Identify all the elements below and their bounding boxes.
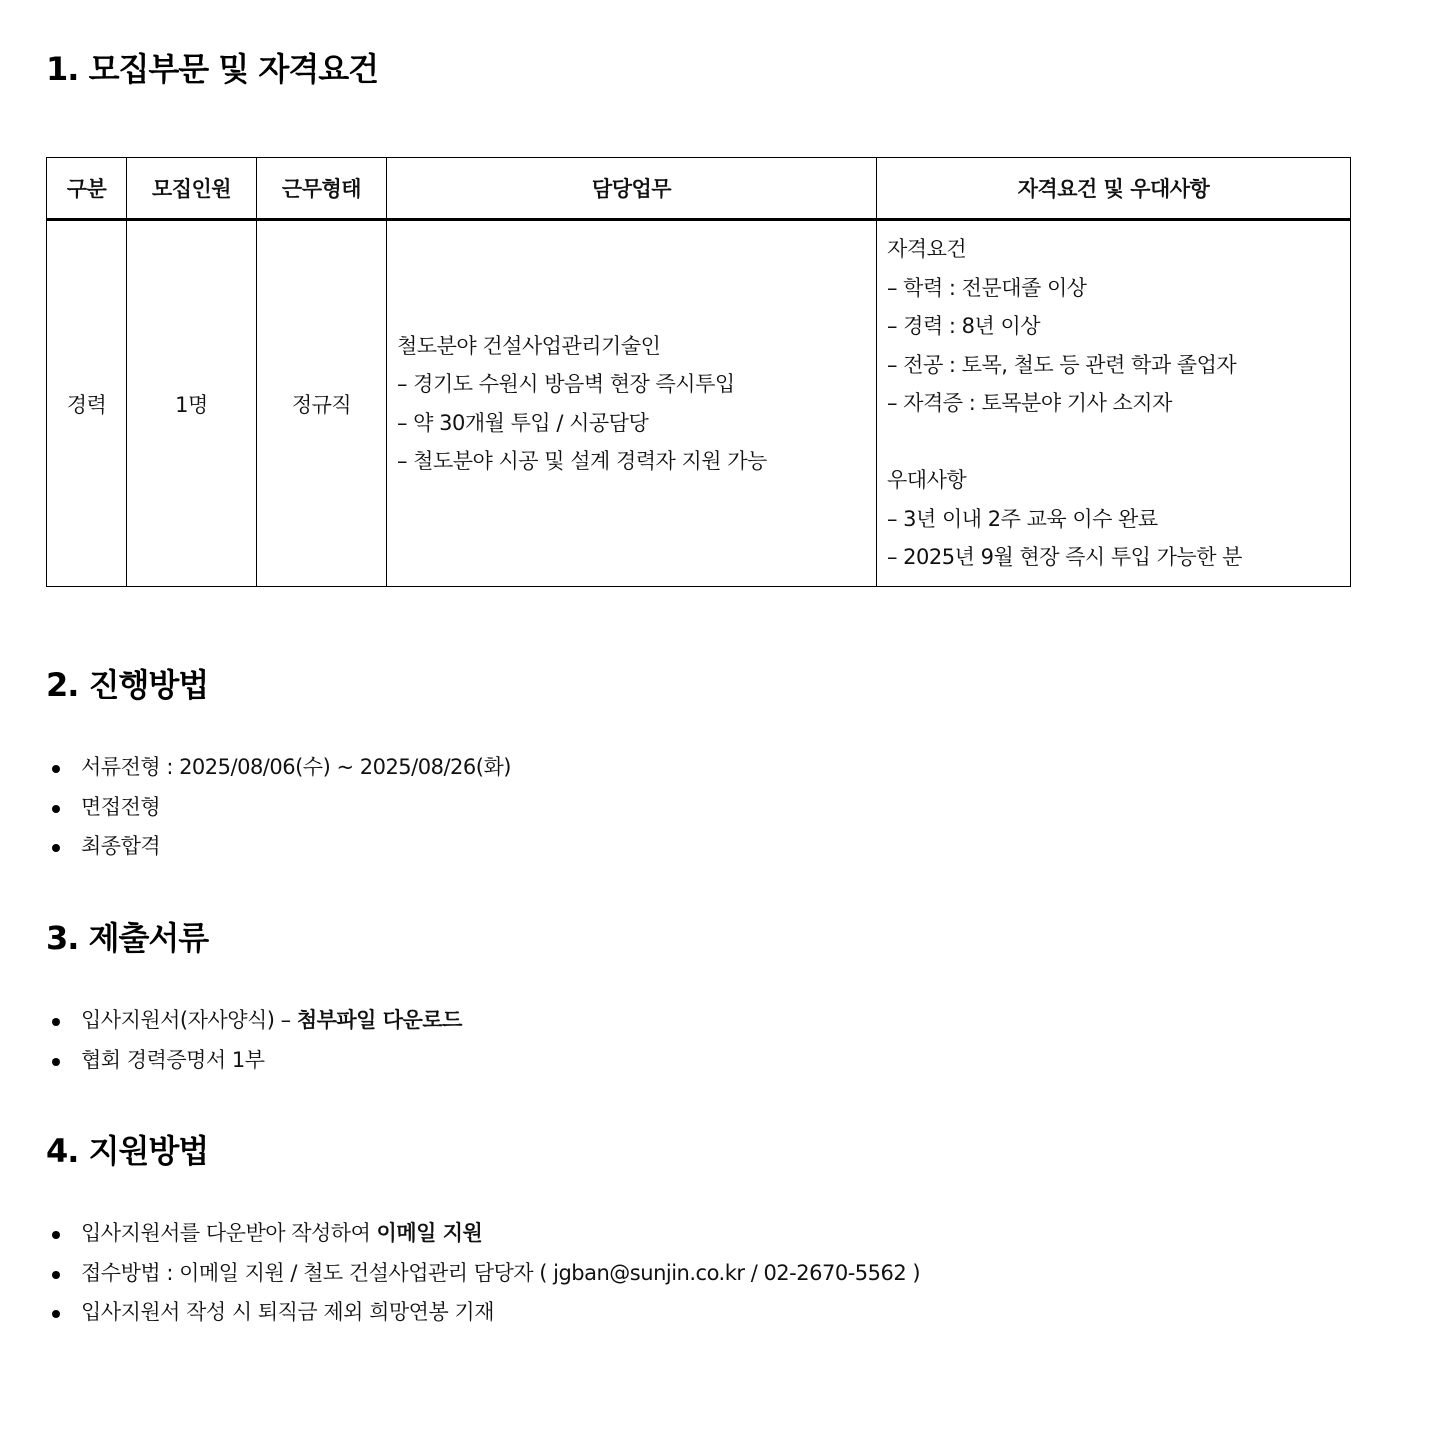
header-headcount: 모집인원 — [127, 158, 257, 220]
cell-qualifications — [877, 220, 1351, 587]
qualification-line: – 학력 : 전문대졸 이상 — [887, 275, 1087, 300]
table-row — [47, 220, 1351, 587]
list-item: 접수방법 : 이메일 지원 / 철도 건설사업관리 담당자 ( jgban@sunjin.co.kr / 02-2670-5562 ) — [46, 1254, 920, 1294]
header-duties: 담당업무 — [387, 158, 877, 220]
list-item-text: 입사지원서(자사양식) – — [81, 1008, 297, 1032]
cell-headcount: 1명 — [127, 220, 257, 587]
table-header-row — [47, 158, 1351, 220]
cell-employment-type: 정규직 — [257, 220, 387, 587]
cell-category: 경력 — [47, 220, 127, 587]
recruitment-table — [46, 157, 1351, 587]
duty-line: 철도분야 건설사업관리기술인 — [397, 333, 661, 358]
preference-line: – 2025년 9월 현장 즉시 투입 가능한 분 — [887, 545, 1242, 570]
list-item: 입사지원서 작성 시 퇴직금 제외 희망연봉 기재 — [46, 1293, 920, 1333]
list-item: 최종합격 — [46, 827, 511, 867]
list-item-text: 입사지원서를 다운받아 작성하여 — [81, 1221, 377, 1245]
cell-duties — [387, 220, 877, 587]
qualification-line: – 경력 : 8년 이상 — [887, 314, 1041, 339]
qualifications-title: 자격요건 — [887, 237, 967, 262]
attachment-download-link[interactable]: 첨부파일 다운로드 — [296, 1008, 462, 1032]
header-category: 구분 — [47, 158, 127, 220]
list-item — [46, 1001, 462, 1041]
section-title-documents: 3. 제출서류 — [46, 919, 209, 957]
process-list — [46, 748, 511, 867]
list-item: 서류전형 : 2025/08/06(수) ~ 2025/08/26(화) — [46, 748, 511, 788]
qualification-line: – 전공 : 토목, 철도 등 관련 학과 졸업자 — [887, 352, 1237, 377]
email-apply-emphasis: 이메일 지원 — [376, 1221, 483, 1245]
documents-list — [46, 1001, 462, 1080]
section-title-apply: 4. 지원방법 — [46, 1132, 209, 1170]
header-employment-type: 근무형태 — [257, 158, 387, 220]
duty-line: – 경기도 수원시 방음벽 현장 즉시투입 — [397, 372, 735, 396]
header-qualifications: 자격요건 및 우대사항 — [877, 158, 1351, 220]
spacer — [887, 423, 1340, 462]
list-item: 협회 경력증명서 1부 — [46, 1041, 462, 1081]
qualification-line: – 자격증 : 토목분야 기사 소지자 — [887, 391, 1172, 416]
duty-line: – 철도분야 시공 및 설계 경력자 지원 가능 — [397, 449, 767, 473]
section-title-recruitment: 1. 모집부문 및 자격요건 — [46, 50, 379, 88]
preference-line: – 3년 이내 2주 교육 이수 완료 — [887, 506, 1158, 531]
duty-line: – 약 30개월 투입 / 시공담당 — [397, 410, 649, 435]
apply-list — [46, 1214, 920, 1333]
list-item: 면접전형 — [46, 788, 511, 828]
section-title-process: 2. 진행방법 — [46, 666, 209, 704]
list-item — [46, 1214, 920, 1254]
preferences-title: 우대사항 — [887, 468, 967, 493]
